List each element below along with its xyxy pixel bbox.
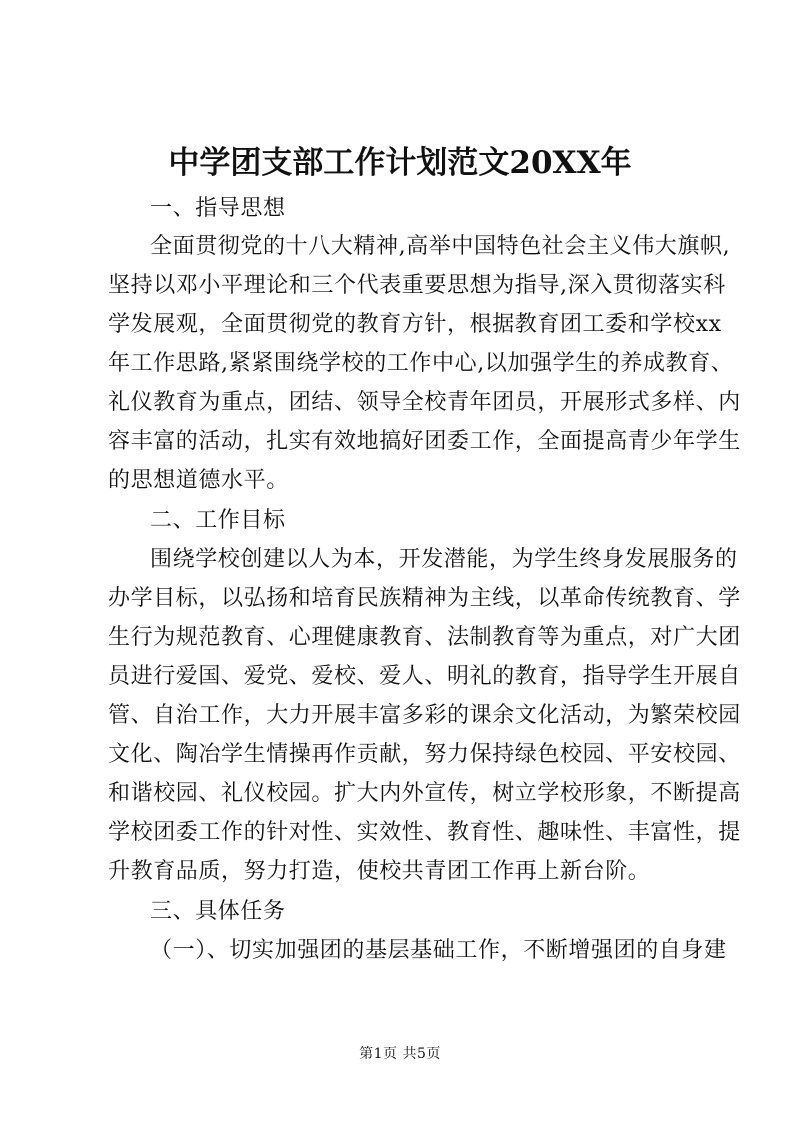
- paragraph-line: 升教育品质，努力打造，使校共青团工作再上新台阶。: [108, 859, 651, 884]
- section-heading-specific-tasks: 三、具体任务: [150, 899, 286, 924]
- paragraph-line: 管、自治工作，大力开展丰富多彩的课余文化活动，为繁荣校园: [108, 703, 741, 728]
- paragraph-line: 围绕学校创建以人为本，开发潜能，为学生终身发展服务的: [150, 547, 738, 572]
- paragraph-line: 坚持以邓小平理论和三个代表重要思想为指导,深入贯彻落实科: [108, 273, 726, 298]
- paragraph-line: 文化、陶冶学生情操再作贡献，努力保持绿色校园、平安校园、: [108, 742, 741, 767]
- paragraph-line: 年工作思路,紧紧围绕学校的工作中心,以加强学生的养成教育、: [108, 351, 734, 376]
- paragraph-line: 的思想道德水平。: [108, 468, 289, 493]
- paragraph-line: 学校团委工作的针对性、实效性、教育性、趣味性、丰富性，提: [108, 820, 741, 845]
- paragraph-line: 学发展观，全面贯彻党的教育方针，根据教育团工委和学校xx: [108, 312, 722, 337]
- paragraph-line: 生行为规范教育、心理健康教育、法制教育等为重点，对广大团: [108, 625, 741, 650]
- section-heading-guiding-ideology: 一、指导思想: [150, 196, 286, 221]
- paragraph-line: （一）、切实加强团的基层基础工作，不断增强团的自身建: [150, 938, 727, 963]
- paragraph-line: 容丰富的活动，扎实有效地搞好团委工作，全面提高青少年学生: [108, 429, 741, 454]
- paragraph-line: 礼仪教育为重点，团结、领导全校青年团员，开展形式多样、内: [108, 390, 741, 415]
- paragraph-line: 办学目标，以弘扬和培育民族精神为主线，以革命传统教育、学: [108, 586, 741, 611]
- paragraph-line: 全面贯彻党的十八大精神,高举中国特色社会主义伟大旗帜,: [150, 234, 731, 259]
- paragraph-line: 员进行爱国、爱党、爱校、爱人、明礼的教育，指导学生开展自: [108, 664, 741, 689]
- page-number-footer: 第1页 共5页: [359, 1046, 441, 1062]
- document-title: 中学团支部工作计划范文20XX年: [168, 145, 632, 181]
- paragraph-line: 和谐校园、礼仪校园。扩大内外宣传，树立学校形象，不断提高: [108, 781, 741, 806]
- section-heading-work-goals: 二、工作目标: [150, 508, 286, 533]
